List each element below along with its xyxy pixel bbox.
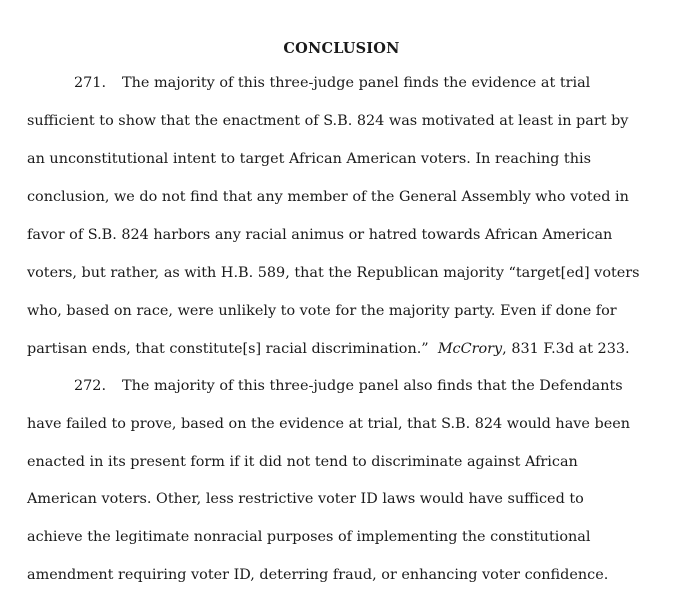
paragraph-271-line-4: conclusion, we do not find that any member of the General Assembly who voted in <box>27 189 629 205</box>
paragraph-272-line-5: achieve the legitimate nonracial purposes of implementing the constitutional <box>27 529 591 545</box>
paragraph-text: partisan ends, that constitute[s] racial discrimination.” <box>27 341 429 357</box>
paragraph-271-line-3: an unconstitutional intent to target African American voters. In reaching this <box>27 151 591 167</box>
paragraph-272-line-1 <box>74 378 623 394</box>
section-heading: CONCLUSION <box>283 40 400 57</box>
paragraph-number: 271. <box>74 75 107 91</box>
paragraph-272-line-4: American voters. Other, less restrictive voter ID laws would have sufficed to <box>27 491 584 507</box>
citation-reference: , 831 F.3d at 233. <box>502 341 630 357</box>
paragraph-271-line-1 <box>74 75 590 91</box>
paragraph-271-line-2: sufficient to show that the enactment of S.B. 824 was motivated at least in part by <box>27 113 629 129</box>
paragraph-271-line-6: voters, but rather, as with H.B. 589, that the Republican majority “target[ed] voters <box>27 265 640 281</box>
paragraph-271-line-7: who, based on race, were unlikely to vote for the majority party. Even if done for <box>27 303 617 319</box>
paragraph-271-line-8 <box>27 341 630 357</box>
citation-case-name: McCrory <box>437 341 503 357</box>
paragraph-272-line-6: amendment requiring voter ID, deterring fraud, or enhancing voter confidence. <box>27 567 609 583</box>
paragraph-272-line-2: have failed to prove, based on the evidence at trial, that S.B. 824 would have been <box>27 416 631 432</box>
paragraph-272-line-3: enacted in its present form if it did not tend to discriminate against African <box>27 454 578 470</box>
paragraph-text: The majority of this three-judge panel also finds that the Defendants <box>122 378 623 394</box>
paragraph-text: The majority of this three-judge panel finds the evidence at trial <box>122 75 591 91</box>
paragraph-number: 272. <box>74 378 107 394</box>
paragraph-271-line-5: favor of S.B. 824 harbors any racial animus or hatred towards African American <box>27 227 613 243</box>
